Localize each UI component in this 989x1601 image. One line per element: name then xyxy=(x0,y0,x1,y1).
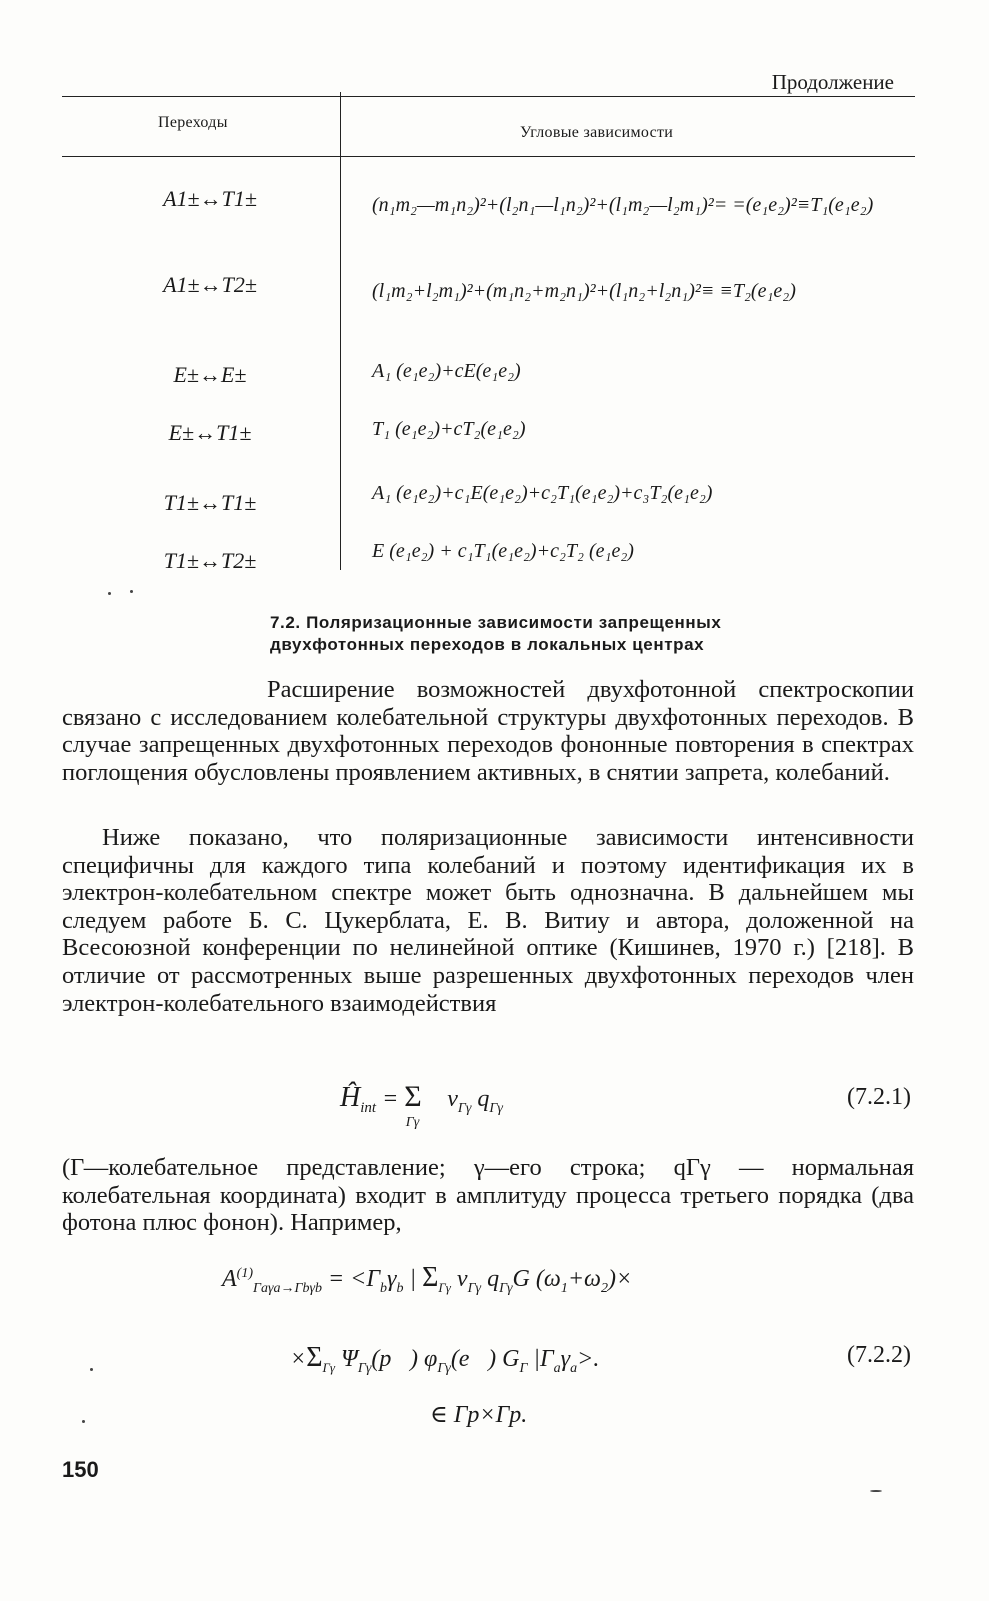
scan-speck xyxy=(90,1368,93,1371)
section-title: 7.2. Поляризационные зависимости запрещенных двухфотонных переходов в локальных центрах xyxy=(270,613,722,654)
table-header-rule xyxy=(62,156,915,157)
equation-number-7-2-1: (7.2.1) xyxy=(847,1084,911,1110)
table-row-6-dependence: E (e₁e₂) + c₁T₁(e₁e₂)+c₂T₂ (e₁e₂) xyxy=(372,540,634,562)
table-row-2-dependence: (l₁m₂+l₂m₁)²+(m₁n₂+m₂n₁)²+(l₁n₂+l₂n₁)²≡ ≡T₂(e₁e₂) xyxy=(372,280,796,302)
scan-speck xyxy=(130,590,133,593)
scan-speck xyxy=(82,1420,85,1423)
table-row-4-transition: E±↔T1± xyxy=(168,420,252,445)
table-row-6-transition: T1±↔T2± xyxy=(163,548,257,573)
column-header-angular: Угловые зависимости xyxy=(520,124,674,141)
equation-7-2-2-line-2: $\times\Sigma_{\Gamma\gamma}$ $\Psi_{\Gamma\gamma}(p⃗)$ $\varphi_{\Gamma\gamma}(e⃗)$ $G_\Gamma$ $|\Gamma_a\gamma_a>$. xyxy=(290,1342,600,1376)
page-number: 150 xyxy=(62,1457,99,1482)
equation-7-2-2-line-1: $A^{(1)}_{\Gamma a\gamma a\to\Gamma b\gamma b} = <\Gamma_b\gamma_b$ | $\Sigma_{\Gamma\gamma}$ $v_{\Gamma\gamma}$ $q_{\Gamma\gamma}G$ $(\omega_1+\omega_2)\times$ xyxy=(222,1262,633,1296)
table-row-3-transition: E±↔E± xyxy=(173,362,247,387)
table-row-2-transition: A1±↔T2± xyxy=(163,272,257,297)
scan-speck xyxy=(108,592,111,595)
table-row-5-dependence: A₁ (e₁e₂)+c₁E(e₁e₂)+c₂T₁(e₁e₂)+c₃T₂(e₁e₂) xyxy=(372,482,713,504)
equation-7-2-2-line-3: ∈ Γp×Γp. xyxy=(430,1402,528,1428)
continuation-label: Продолжение xyxy=(771,70,894,94)
scan-speck xyxy=(870,1490,882,1492)
table-row-5-transition: T1±↔T1± xyxy=(163,490,257,515)
equation-number-7-2-2: (7.2.2) xyxy=(847,1342,911,1368)
table-top-rule xyxy=(62,96,915,97)
table-row-3-dependence: A₁ (e₁e₂)+cE(e₁e₂) xyxy=(372,360,521,382)
paragraph-2: Ниже показано, что поляризационные зависимости интенсивности специфичны для каждого типа колебаний и поэтому идентификация их в электрон-колебательном спектре может быть однозначна. В дальнейшем мы следуем работе Б. С. Цукерблата, Е. В. Витиу и автора, доложенной на Всесоюзной конференции по нелинейной оптике (Кишинев, 1970 г.) [218]. В отличие от рассмотренных выше разрешенных двухфотонных переходов член электрон-колебательного взаимодействия xyxy=(62,824,914,1017)
paragraph-1: Расширение возможностей двухфотонной спектроскопии связано с исследованием колебательной структуры двухфотонных переходов. В случае запрещенных двухфотонных переходов фононные повторения в спектрах поглощения обусловлены проявлением активных, в снятии запрета, колебаний. xyxy=(62,676,914,786)
table-row-1-transition: A1±↔T1± xyxy=(163,186,257,211)
table-row-1-dependence: (n₁m₂—m₁n₂)²+(l₂n₁—l₁n₂)²+(l₁m₂—l₂m₁)²= =(e₁e₂)²≡T₁(e₁e₂) xyxy=(372,194,874,216)
equation-7-2-1: $Ĥ_{int} = \Sigma$ $_{\Gamma\gamma}$ $v_{\Gamma\gamma}$ $q_{\Gamma\gamma}$ xyxy=(340,1080,503,1130)
table-row-4-dependence: T₁ (e₁e₂)+cT₂(e₁e₂) xyxy=(372,418,526,440)
column-header-transitions: Переходы xyxy=(158,114,228,131)
paragraph-3: (Г—колебательное представление; γ—его строка; qΓγ — нормальная колебательная координата) входит в амплитуду процесса третьего порядка (два фотона плюс фонон). Например, xyxy=(62,1154,914,1237)
table-column-divider xyxy=(340,92,341,570)
